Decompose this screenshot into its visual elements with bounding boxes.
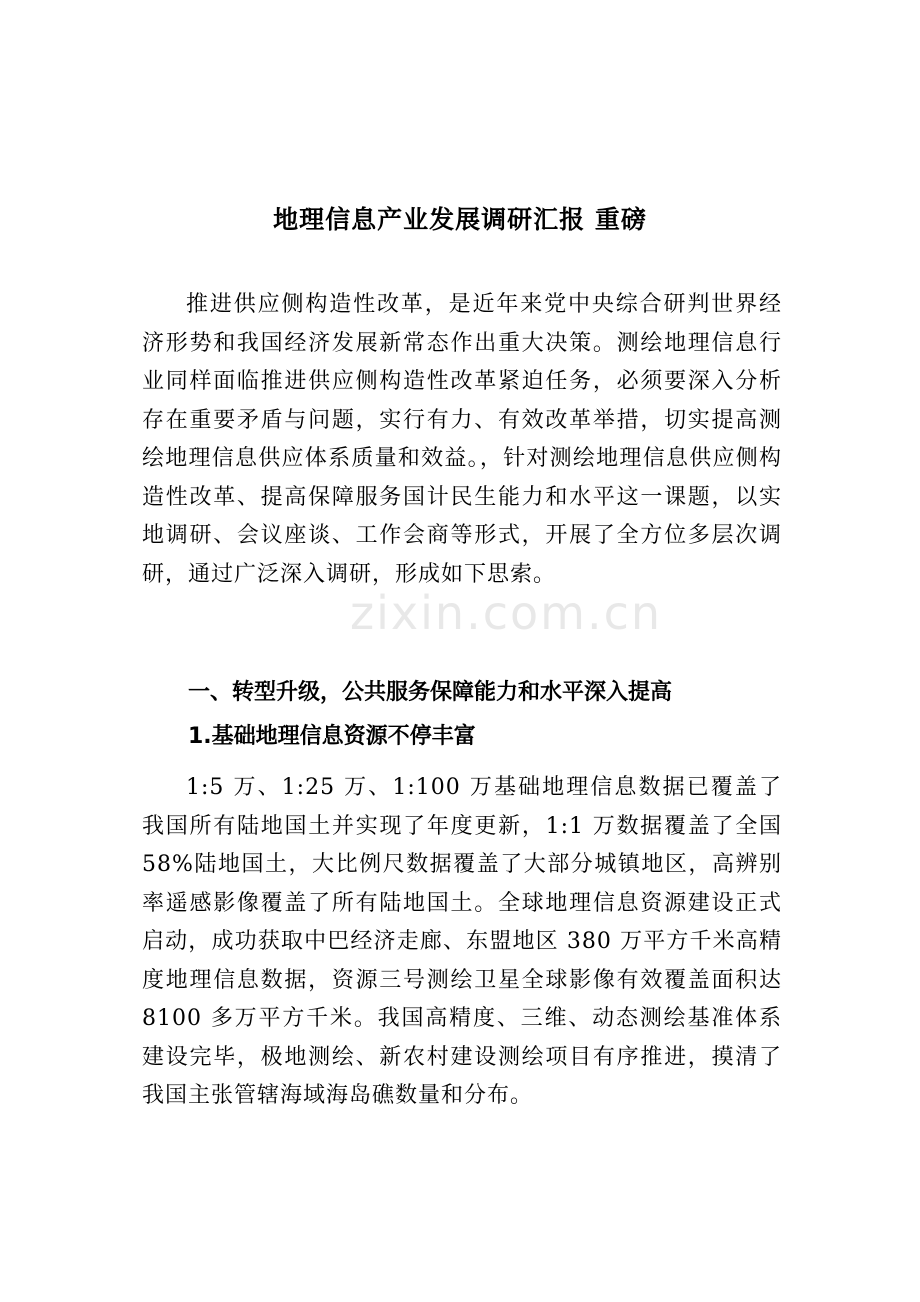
subsection-heading-1-1: 1.基础地理信息资源不停丰富 <box>188 724 476 749</box>
paragraph-intro: 推进供应侧构造性改革，是近年来党中央综合研判世界经济形势和我国经济发展新常态作出重大决策。测绘地理信息行业同样面临推进供应侧构造性改革紧迫任务，必须要深入分析存在重要矛盾与问题，实行有力、有效改革举措，切实提高测绘地理信息供应体系质量和效益。，针对测绘地理信息供应侧构造性改革、提高保障服务国计民生能力和水平这一课题，以实地调研、会议座谈、工作会商等形式，开展了全方位多层次调研，通过广泛深入调研，形成如下思索。 <box>142 292 782 587</box>
document-title: 地理信息产业发展调研汇报 重磅 <box>273 205 647 234</box>
section-heading-1: 一、转型升级，公共服务保障能力和水平深入提高 <box>188 680 673 705</box>
paragraph-resources: 1:5 万、1:25 万、1:100 万基础地理信息数据已覆盖了我国所有陆地国土并实现了年度更新，1:1 万数据覆盖了全国 58%陆地国土，大比例尺数据覆盖了大部分城镇地区，高辨别率遥感影像覆盖了所有陆地国土。全球地理信息资源建设正式启动，成功获取中巴经济走廊、东盟地区 380 万平方千米高精度地理信息数据，资源三号测绘卫星全球影像有效覆盖面积达 8100 多万平方千米。我国高精度、三维、动态测绘基准体系建设完毕，极地测绘、新农村建设测绘项目有序推进，摸清了我国主张管辖海域海岛礁数量和分布。 <box>142 775 782 1108</box>
watermark: zixin.com.cn <box>350 586 663 640</box>
